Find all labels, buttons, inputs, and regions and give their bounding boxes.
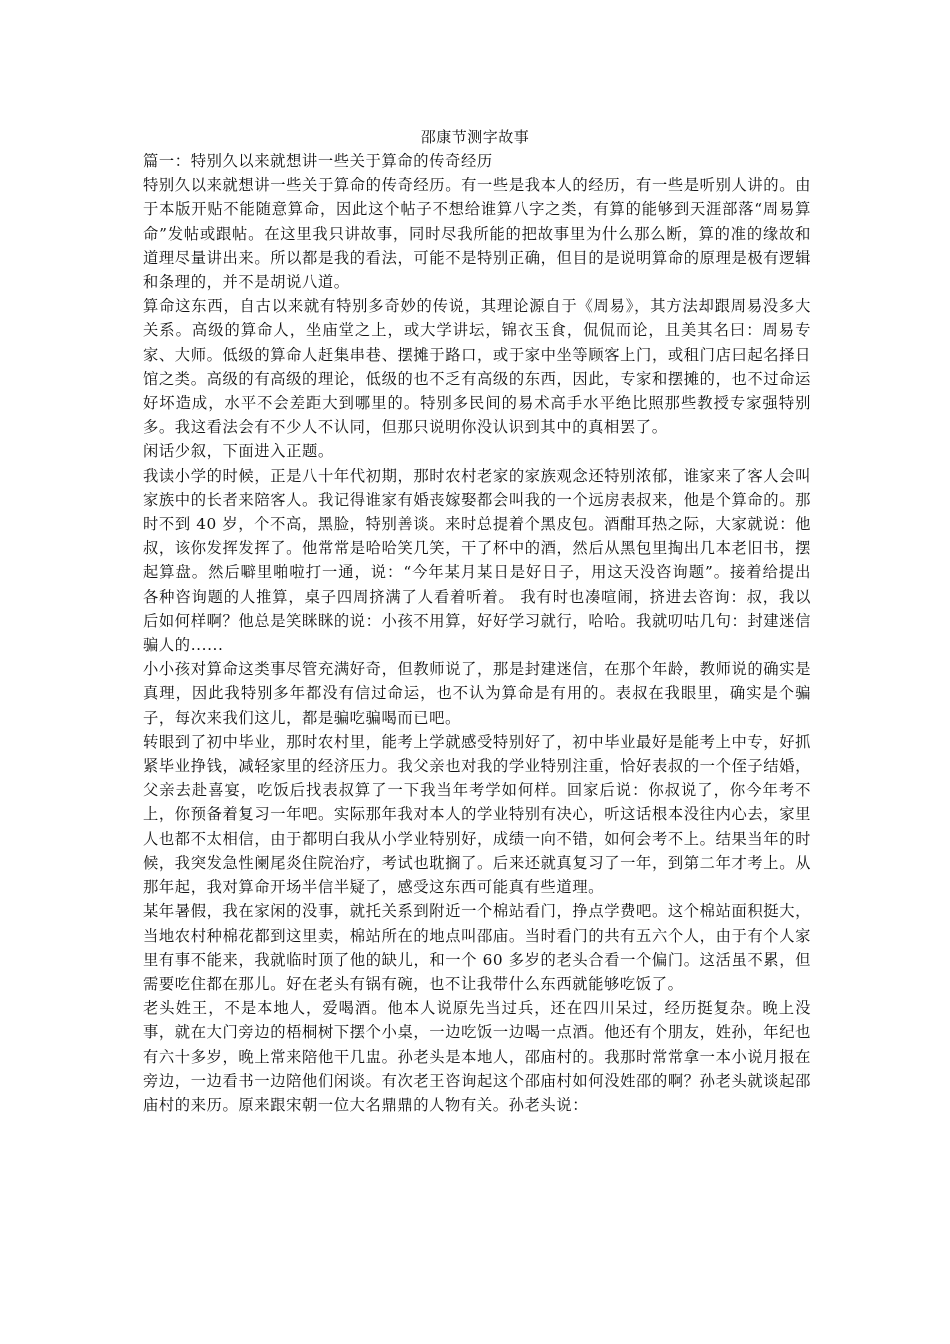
- paragraph: 老头姓王，不是本地人，爱喝酒。他本人说原先当过兵，还在四川呆过，经历挺复杂。晚上没事，就在大门旁边的梧桐树下摆个小桌，一边吃饭一边喝一点酒。他还有个朋友，姓孙，年纪也有六十多岁，晚上常来陪他干几盅。孙老头是本地人，邵庙村的。我那时常常拿一本小说月报在旁边，一边看书一边陪他们闲谈。有次老王咨询起这个邵庙村如何没姓邵的啊？孙老头就谈起邵庙村的来历。原来跟宋朝一位大名鼎鼎的人物有关。孙老头说：: [143, 999, 811, 1114]
- paragraph: 闲话少叙，下面进入正题。: [143, 442, 334, 461]
- paragraph: 特别久以来就想讲一些关于算命的传奇经历。有一些是我本人的经历，有一些是听别人讲的。由于本版开贴不能随意算命，因此这个帖子不想给谁算八字之类，有算的能够到天涯部落“周易算命”发帖或跟帖。在这里我只讲故事，同时尽我所能的把故事里为什么那么断，算的准的缘故和道理尽量讲出来。所以都是我的看法，可能不是特别正确，但目的是说明算命的原理是极有逻辑和条理的，并不是胡说八道。: [143, 176, 811, 292]
- paragraph: 转眼到了初中毕业，那时农村里，能考上学就感受特别好了，初中毕业最好是能考上中专，好抓紧毕业挣钱，减轻家里的经济压力。我父亲也对我的学业特别注重，恰好表叔的一个侄子结婚，父亲去赴喜宴，吃饭后找表叔算了一下我当年考学如何样。回家后说：你叔说了，你今年考不上，你预备着复习一年吧。实际那年我对本人的学业特别有决心，听这话根本没往内心去，家里人也都不太相信，由于都明白我从小学业特别好，成绩一向不错，如何会考不上。结果当年的时候，我突发急性阑尾炎住院治疗，考试也耽搁了。后来还就真复习了一年，到第二年才考上。从那年起，我对算命开场半信半疑了，感受这东西可能真有些道理。: [143, 732, 811, 897]
- paragraph: 小小孩对算命这类事尽管充满好奇，但教师说了，那是封建迷信，在那个年龄，教师说的确实是真理，因此我特别多年都没有信过命运，也不认为算命是有用的。表叔在我眼里，确实是个骗子，每次来我们这儿，都是骗吃骗喝而已吧。: [143, 660, 811, 727]
- paragraph: 我读小学的时候，正是八十年代初期，那时农村老家的家族观念还特别浓郁，谁家来了客人会叫家族中的长者来陪客人。我记得谁家有婚丧嫁娶都会叫我的一个远房表叔来，他是个算命的。那时不到 40 岁，个不高，黑脸，特别善谈。来时总提着个黑皮包。酒酣耳热之际，大家就说：他叔，该你发挥发挥了。他常常是哈哈笑几笑，干了杯中的酒，然后从黑包里掏出几本老旧书，摆起算盘。然后噼里啪啦打一通，说：“今年某月某日是好日子，用这天没咨询题”。接着给提出各种咨询题的人推算，桌子四周挤满了人看着听着。 我有时也凑喧闹，挤进去咨询：叔，我以后如何样啊？他总是笑眯眯的说：小孩不用算，好好学习就行，哈哈。我就叨咕几句：封建迷信骗人的......: [143, 466, 811, 655]
- document-title: 邵康节测字故事: [420, 128, 530, 146]
- paragraph-heading: 篇一：特别久以来就想讲一些关于算命的传奇经历: [143, 152, 493, 170]
- paragraph: 算命这东西，自古以来就有特别多奇妙的传说，其理论源自于《周易》，其方法却跟周易没多大关系。高级的算命人，坐庙堂之上，或大学讲坛，锦衣玉食，侃侃而论，且美其名曰：周易专家、大师。低级的算命人赶集串巷、摆摊于路口，或于家中坐等顾客上门，或租门店曰起名择日馆之类。高级的有高级的理论，低级的也不乏有高级的东西，因此，专家和摆摊的，也不过命运好坏造成，水平不会差距大到哪里的。特别多民间的易术高手水平绝比照那些教授专家强特别多。我这看法会有不少人不认同，但那只说明你没认识到其中的真相罢了。: [143, 297, 811, 437]
- document-body: [143, 149, 811, 1117]
- paragraph: 某年暑假，我在家闲的没事，就托关系到附近一个棉站看门，挣点学费吧。这个棉站面积挺大，当地农村种棉花都到这里卖，棉站所在的地点叫邵庙。当时看门的共有五六个人，由于有个人家里有事不能来，我就临时顶了他的缺儿，和一个 60 多岁的老头合看一个偏门。这活虽不累，但需要吃住都在那儿。好在老头有锅有碗，也不让我带什么东西就能够吃饭了。: [143, 902, 811, 993]
